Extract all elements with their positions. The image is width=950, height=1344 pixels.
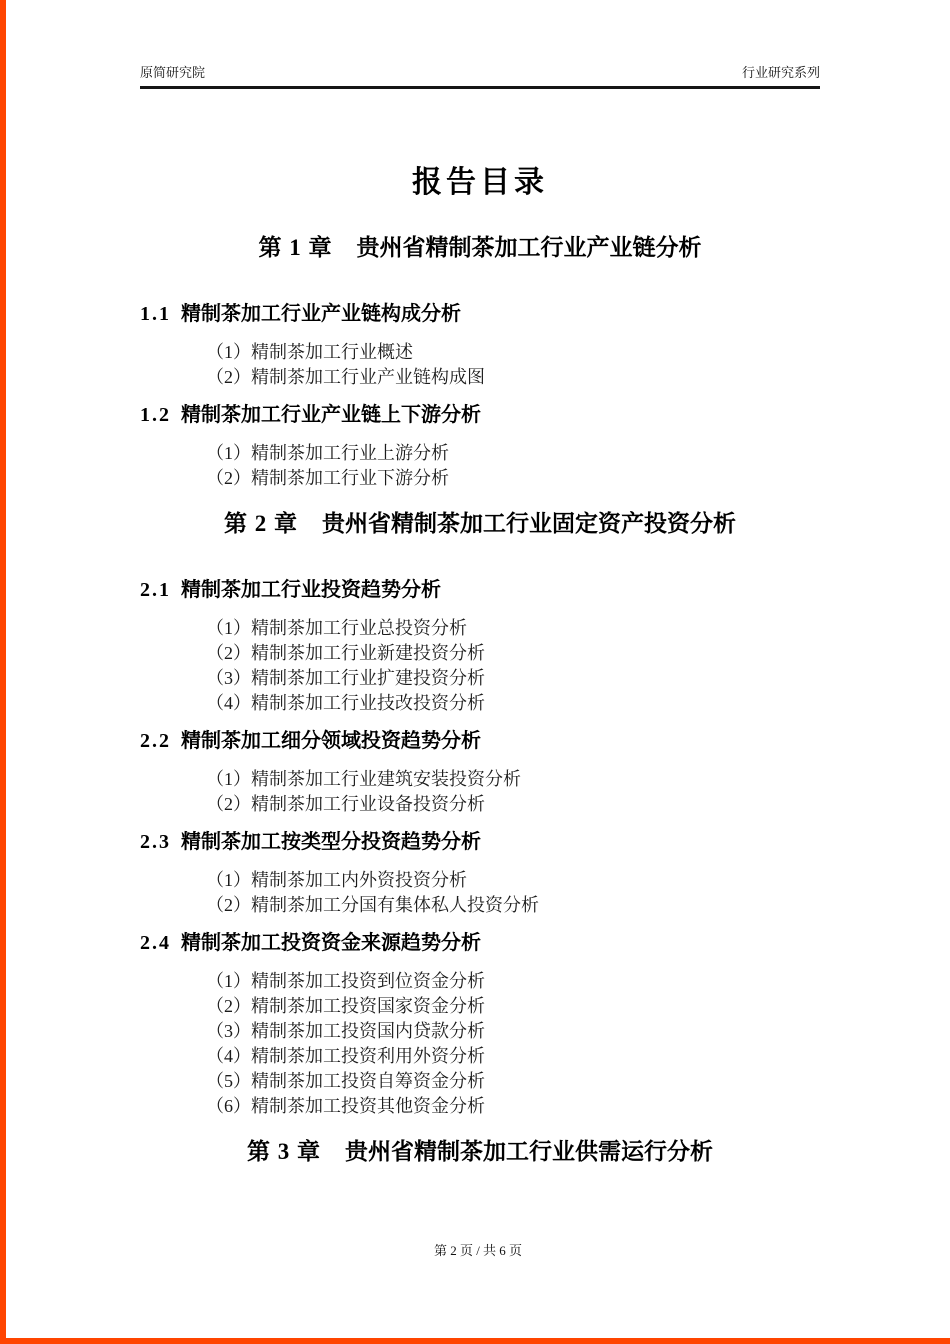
section-2-3-items <box>140 868 820 918</box>
section-1-2-title: 精制茶加工行业产业链上下游分析 <box>181 404 481 426</box>
header-right-text: 行业研究系列 <box>741 65 820 80</box>
section-2-1-title: 精制茶加工行业投资趋势分析 <box>181 579 441 601</box>
toc-item: （3）精制茶加工投资国内贷款分析 <box>206 1021 485 1041</box>
chapter-2-title: 贵州省精制茶加工行业固定资产投资分析 <box>322 511 736 536</box>
toc-item: （2）精制茶加工行业产业链构成图 <box>206 367 485 387</box>
toc-item: （5）精制茶加工投资自筹资金分析 <box>206 1071 485 1091</box>
report-toc-title: 报告目录 <box>412 166 548 199</box>
chapter-3-title: 贵州省精制茶加工行业供需运行分析 <box>345 1139 713 1164</box>
chapter-2-heading <box>140 509 820 539</box>
toc-item: （2）精制茶加工行业新建投资分析 <box>206 643 485 663</box>
section-2-3-title: 精制茶加工按类型分投资趋势分析 <box>181 831 481 853</box>
page-content <box>6 0 950 1167</box>
section-1-1-heading <box>140 301 820 328</box>
chapter-3-heading <box>140 1137 820 1167</box>
section-2-1-items <box>140 616 820 716</box>
chapter-2-number: 第 2 章 <box>224 511 298 536</box>
header-rule <box>140 86 820 89</box>
toc-item: （1）精制茶加工行业概述 <box>206 342 413 362</box>
section-2-3-heading <box>140 829 820 856</box>
section-2-2-items <box>140 767 820 817</box>
section-2-2-heading <box>140 728 820 755</box>
section-1-2-items <box>140 441 820 491</box>
toc-item: （1）精制茶加工行业上游分析 <box>206 443 449 463</box>
chapter-1-title: 贵州省精制茶加工行业产业链分析 <box>356 235 702 260</box>
section-2-3-number: 2.3 <box>140 831 171 853</box>
section-2-4-title: 精制茶加工投资资金来源趋势分析 <box>181 932 481 954</box>
toc-item: （4）精制茶加工行业技改投资分析 <box>206 693 485 713</box>
section-2-1-number: 2.1 <box>140 579 171 601</box>
toc-item: （1）精制茶加工行业总投资分析 <box>206 618 467 638</box>
section-1-1-items <box>140 340 820 390</box>
chapter-3-number: 第 3 章 <box>247 1139 321 1164</box>
toc-item: （1）精制茶加工内外资投资分析 <box>206 870 467 890</box>
section-1-2-number: 1.2 <box>140 404 171 426</box>
section-2-4-number: 2.4 <box>140 932 171 954</box>
section-1-2-heading <box>140 402 820 429</box>
section-2-2-title: 精制茶加工细分领域投资趋势分析 <box>181 730 481 752</box>
toc-item: （2）精制茶加工行业下游分析 <box>206 468 449 488</box>
toc-item: （2）精制茶加工分国有集体私人投资分析 <box>206 895 539 915</box>
section-2-2-number: 2.2 <box>140 730 171 752</box>
section-2-1-heading <box>140 577 820 604</box>
chapter-1-number: 第 1 章 <box>258 235 333 260</box>
toc-item: （3）精制茶加工行业扩建投资分析 <box>206 668 485 688</box>
chapter-1-heading <box>140 233 820 263</box>
toc-item: （2）精制茶加工行业设备投资分析 <box>206 794 485 814</box>
section-2-4-items <box>140 969 820 1119</box>
toc-item: （6）精制茶加工投资其他资金分析 <box>206 1096 485 1116</box>
page-footer <box>6 1243 950 1259</box>
section-1-1-number: 1.1 <box>140 303 171 325</box>
toc-item: （4）精制茶加工投资利用外资分析 <box>206 1046 485 1066</box>
toc-item: （2）精制茶加工投资国家资金分析 <box>206 996 485 1016</box>
section-1-1-title: 精制茶加工行业产业链构成分析 <box>181 303 461 325</box>
toc-item: （1）精制茶加工行业建筑安装投资分析 <box>206 769 521 789</box>
section-2-4-heading <box>140 930 820 957</box>
page-header <box>140 0 820 82</box>
header-left-text: 原简研究院 <box>140 65 206 80</box>
toc-item: （1）精制茶加工投资到位资金分析 <box>206 971 485 991</box>
page-number-text: 第 2 页 / 共 6 页 <box>433 1243 523 1258</box>
